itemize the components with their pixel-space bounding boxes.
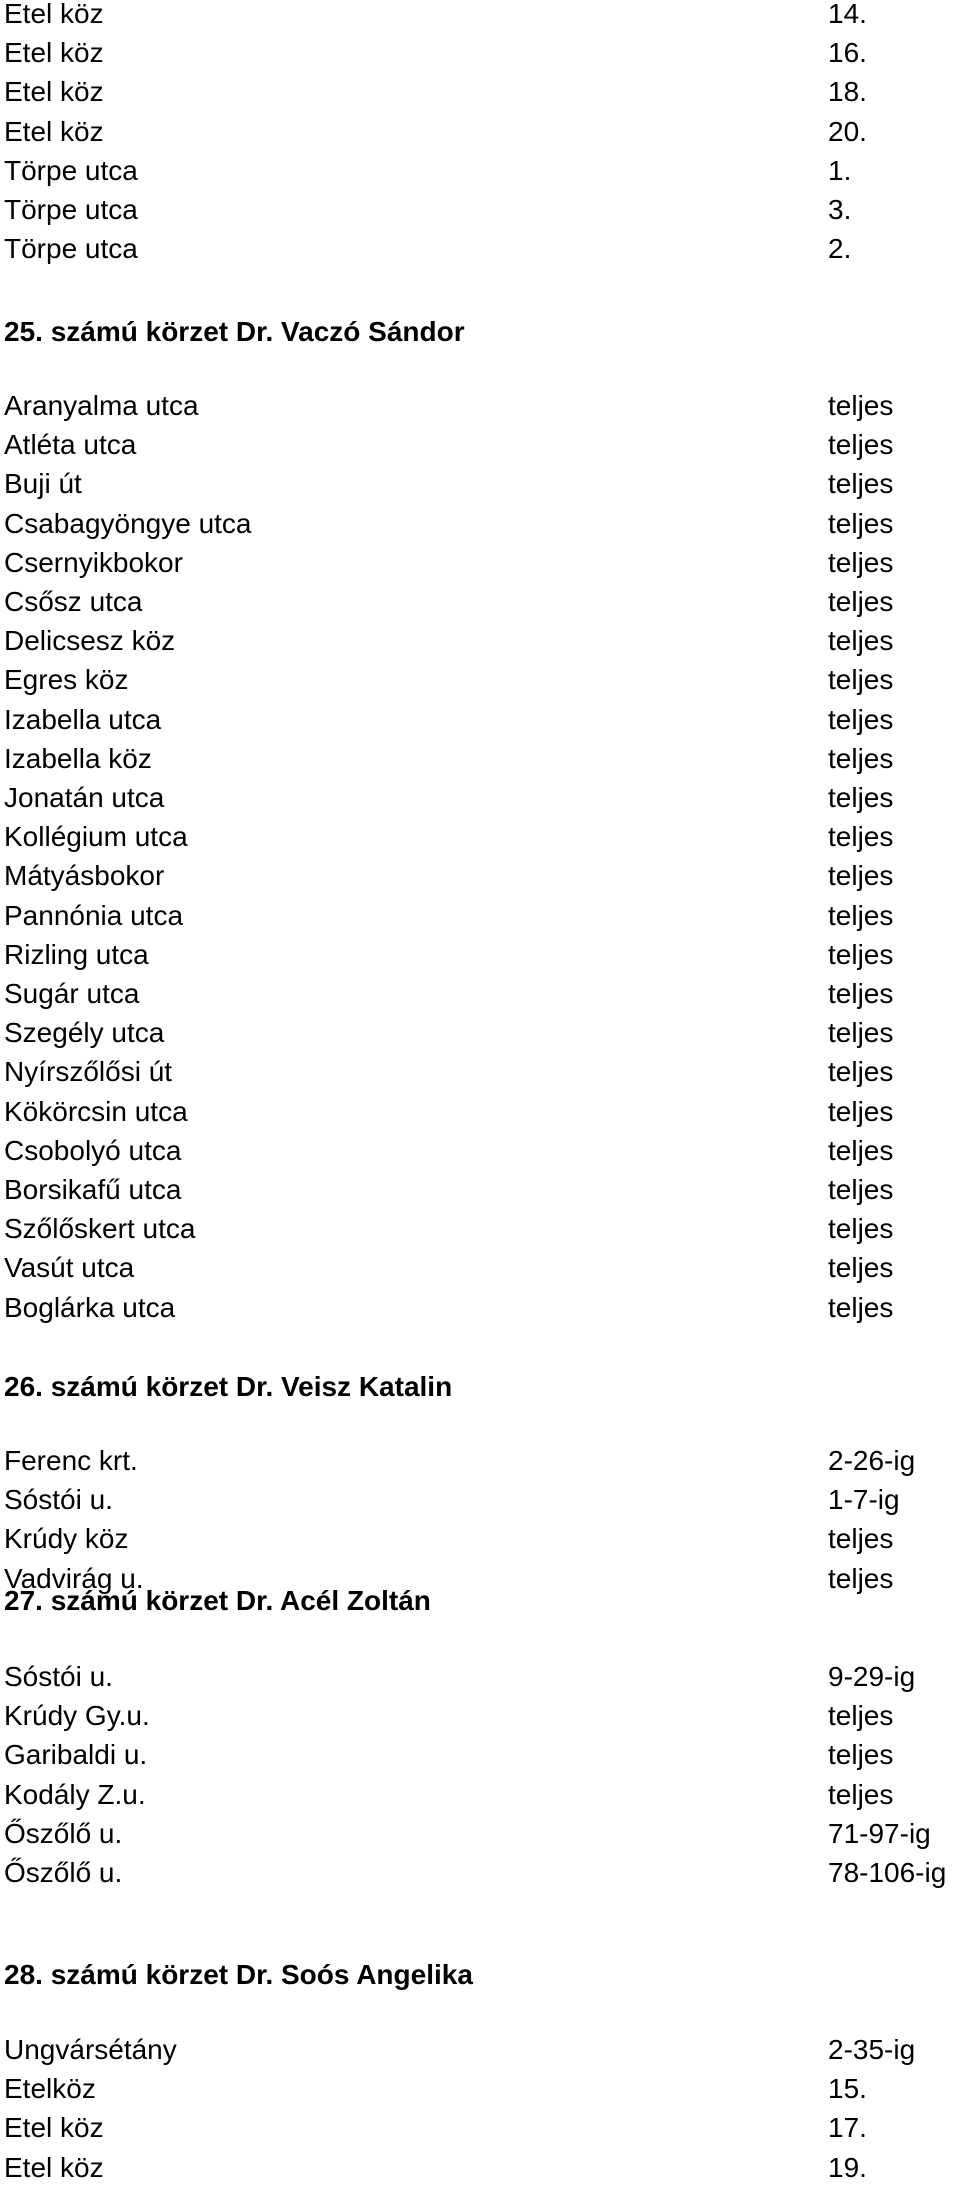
street-name: Garibaldi u. [4, 1739, 148, 1770]
house-number-range: teljes [828, 978, 894, 1009]
house-number-range: teljes [828, 1739, 894, 1770]
street-name: Törpe utca [4, 233, 138, 264]
street-name: Krúdy köz [4, 1523, 129, 1554]
house-number-range: teljes [828, 586, 894, 617]
house-number-range: teljes [828, 1700, 894, 1731]
street-name: Vasút utca [4, 1252, 135, 1283]
street-name: Csobolyó utca [4, 1135, 182, 1166]
house-number-range: teljes [828, 664, 894, 695]
house-number-range: 1. [828, 155, 852, 186]
house-number-range: 16. [828, 37, 867, 68]
house-number-range: teljes [828, 508, 894, 539]
street-name: Buji út [4, 468, 82, 499]
house-number-range: teljes [828, 900, 894, 931]
house-number-range: teljes [828, 821, 894, 852]
house-number-range: teljes [828, 743, 894, 774]
street-name: Aranyalma utca [4, 390, 199, 421]
house-number-range: 17. [828, 2112, 867, 2143]
section-heading: 27. számú körzet Dr. Acél Zoltán [4, 1585, 431, 1616]
street-name: Borsikafű utca [4, 1174, 182, 1205]
street-name: Etel köz [4, 2152, 104, 2183]
house-number-range: teljes [828, 1779, 894, 1810]
street-name: Szegély utca [4, 1017, 165, 1048]
street-name: Szőlőskert utca [4, 1213, 196, 1244]
house-number-range: teljes [828, 468, 894, 499]
street-name: Etel köz [4, 2112, 104, 2143]
street-name: Őszőlő u. [4, 1857, 123, 1888]
street-name: Izabella utca [4, 704, 162, 735]
street-name: Izabella köz [4, 743, 152, 774]
house-number-range: teljes [828, 1292, 894, 1323]
house-number-range: teljes [828, 1017, 894, 1048]
house-number-range: 9-29-ig [828, 1661, 916, 1692]
street-name: Ungvársétány [4, 2034, 177, 2065]
street-name: Etel köz [4, 116, 104, 147]
street-name: Krúdy Gy.u. [4, 1700, 150, 1731]
house-number-range: teljes [828, 625, 894, 656]
house-number-range: 19. [828, 2152, 867, 2183]
street-name: Jonatán utca [4, 782, 165, 813]
house-number-range: 15. [828, 2073, 867, 2104]
house-number-range: teljes [828, 782, 894, 813]
section-heading: 28. számú körzet Dr. Soós Angelika [4, 1959, 473, 1990]
house-number-range: 20. [828, 116, 867, 147]
section-heading: 25. számú körzet Dr. Vaczó Sándor [4, 316, 465, 347]
street-name: Csabagyöngye utca [4, 508, 252, 539]
street-name: Pannónia utca [4, 900, 184, 931]
house-number-range: 14. [828, 0, 867, 29]
house-number-range: 3. [828, 194, 852, 225]
street-name: Ferenc krt. [4, 1445, 138, 1476]
house-number-range: 2-35-ig [828, 2034, 916, 2065]
house-number-range: teljes [828, 1563, 894, 1594]
street-name: Etelköz [4, 2073, 96, 2104]
street-name: Sugár utca [4, 978, 140, 1009]
street-name: Kodály Z.u. [4, 1779, 146, 1810]
street-name: Kollégium utca [4, 821, 188, 852]
house-number-range: teljes [828, 1174, 894, 1205]
street-name: Boglárka utca [4, 1292, 176, 1323]
street-name: Kökörcsin utca [4, 1096, 188, 1127]
house-number-range: teljes [828, 1135, 894, 1166]
house-number-range: 2. [828, 233, 852, 264]
street-name: Etel köz [4, 76, 104, 107]
street-name: Etel köz [4, 0, 104, 29]
house-number-range: teljes [828, 1096, 894, 1127]
street-name: Törpe utca [4, 194, 138, 225]
house-number-range: teljes [828, 939, 894, 970]
house-number-range: 78-106-ig [828, 1857, 947, 1888]
street-name: Atléta utca [4, 429, 137, 460]
house-number-range: 71-97-ig [828, 1818, 931, 1849]
house-number-range: teljes [828, 390, 894, 421]
street-name: Etel köz [4, 37, 104, 68]
house-number-range: teljes [828, 429, 894, 460]
street-name: Mátyásbokor [4, 860, 165, 891]
section-heading: 26. számú körzet Dr. Veisz Katalin [4, 1371, 453, 1402]
house-number-range: teljes [828, 1056, 894, 1087]
street-name: Őszőlő u. [4, 1818, 123, 1849]
house-number-range: 1-7-ig [828, 1484, 900, 1515]
street-name: Egres köz [4, 664, 129, 695]
street-name: Csernyikbokor [4, 547, 183, 578]
street-name: Rizling utca [4, 939, 149, 970]
house-number-range: teljes [828, 860, 894, 891]
house-number-range: teljes [828, 1213, 894, 1244]
street-name: Csősz utca [4, 586, 143, 617]
street-name: Sóstói u. [4, 1484, 113, 1515]
street-name: Törpe utca [4, 155, 138, 186]
street-name: Delicsesz köz [4, 625, 176, 656]
house-number-range: 18. [828, 76, 867, 107]
street-name: Vadvirág u. [4, 1563, 144, 1594]
house-number-range: teljes [828, 704, 894, 735]
street-name: Nyírszőlősi út [4, 1056, 173, 1087]
house-number-range: 2-26-ig [828, 1445, 916, 1476]
street-name: Sóstói u. [4, 1661, 113, 1692]
house-number-range: teljes [828, 547, 894, 578]
house-number-range: teljes [828, 1252, 894, 1283]
house-number-range: teljes [828, 1523, 894, 1554]
